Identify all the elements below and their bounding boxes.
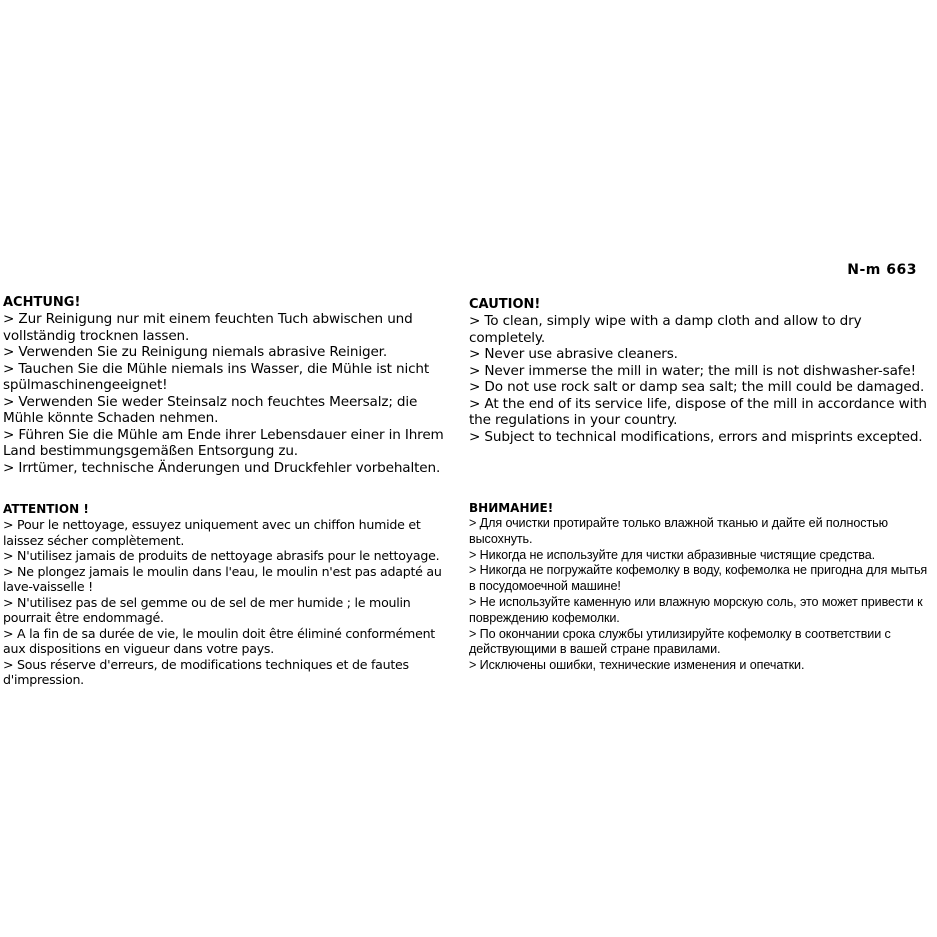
section-heading: ВНИМАНИЕ! xyxy=(469,501,554,515)
instruction-item: > Verwenden Sie weder Steinsalz noch feuchtes Meersalz; die Mühle könnte Schaden nehmen. xyxy=(3,393,418,426)
instruction-item: > A la fin de sa durée de vie, le moulin doit être éliminé conformément aux dispositions en vigueur dans votre pays. xyxy=(3,625,435,656)
instruction-item: > N'utilisez pas de sel gemme ou de sel de mer humide ; le moulin pourrait être endommagé. xyxy=(3,594,411,625)
instruction-item: > Zur Reinigung nur mit einem feuchten Tuch abwischen und vollständig trocknen lassen. xyxy=(3,311,413,344)
instruction-item: > Исключены ошибки, технические изменения и опечатки. xyxy=(469,658,805,673)
instruction-item: > At the end of its service life, dispose of the mill in accordance with the regulations in your country. xyxy=(469,395,927,428)
warning-section-english xyxy=(469,297,929,445)
instruction-list xyxy=(3,517,453,688)
instruction-item: > Pour le nettoyage, essuyez uniquement avec un chiffon humide et laissez sécher complètement. xyxy=(3,517,421,548)
section-heading: ACHTUNG! xyxy=(3,295,81,310)
instruction-list xyxy=(3,311,448,476)
instruction-item: > Verwenden Sie zu Reinigung niemals abrasive Reiniger. xyxy=(3,344,388,360)
warning-section-french xyxy=(3,502,453,688)
instruction-item: > Sous réserve d'erreurs, de modifications techniques et de fautes d'impression. xyxy=(3,656,409,687)
instruction-item: > N'utilisez jamais de produits de nettoyage abrasifs pour le nettoyage. xyxy=(3,548,440,563)
instruction-item: > Never use abrasive cleaners. xyxy=(469,346,678,362)
instruction-item: > Для очистки протирайте только влажной тканью и дайте ей полностью высохнуть. xyxy=(469,516,888,546)
model-number: N-m 663 xyxy=(847,262,917,278)
section-heading: CAUTION! xyxy=(469,297,541,312)
instruction-item: > Не используйте каменную или влажную морскую соль, это может привести к повреждению кофемолки. xyxy=(469,594,923,625)
instruction-item: > Никогда не используйте для чистки абразивные чистящие средства. xyxy=(469,547,876,562)
section-heading: ATTENTION ! xyxy=(3,502,89,516)
instruction-item: > Tauchen Sie die Mühle niemals ins Wasser, die Mühle ist nicht spülmaschinengeeignet! xyxy=(3,360,430,393)
instruction-list xyxy=(469,313,929,445)
instruction-item: > Никогда не погружайте кофемолку в воду, кофемолка не пригодна для мытья в посудомоечной машине! xyxy=(469,563,928,594)
instruction-item: > Subject to technical modifications, errors and misprints excepted. xyxy=(469,428,923,445)
instruction-item: > Ne plongez jamais le moulin dans l'eau, le moulin n'est pas adapté au lave-vaisselle ! xyxy=(3,563,442,594)
instruction-item: > Irrtümer, technische Änderungen und Druckfehler vorbehalten. xyxy=(3,459,441,476)
instruction-item: > To clean, simply wipe with a damp cloth and allow to dry completely. xyxy=(469,313,862,346)
warning-section-russian xyxy=(469,500,931,674)
instruction-item: > Führen Sie die Mühle am Ende ihrer Lebensdauer einer in Ihrem Land bestimmungsgemäßen Entsorgung zu. xyxy=(3,426,444,459)
instruction-item: > По окончании срока службы утилизируйте кофемолку в соответствии с действующими в вашей стране правилами. xyxy=(469,626,891,657)
instruction-item: > Never immerse the mill in water; the mill is not dishwasher-safe! xyxy=(469,362,916,379)
instruction-item: > Do not use rock salt or damp sea salt; the mill could be damaged. xyxy=(469,379,925,395)
warning-section-german xyxy=(3,295,448,476)
instruction-list xyxy=(469,516,931,674)
